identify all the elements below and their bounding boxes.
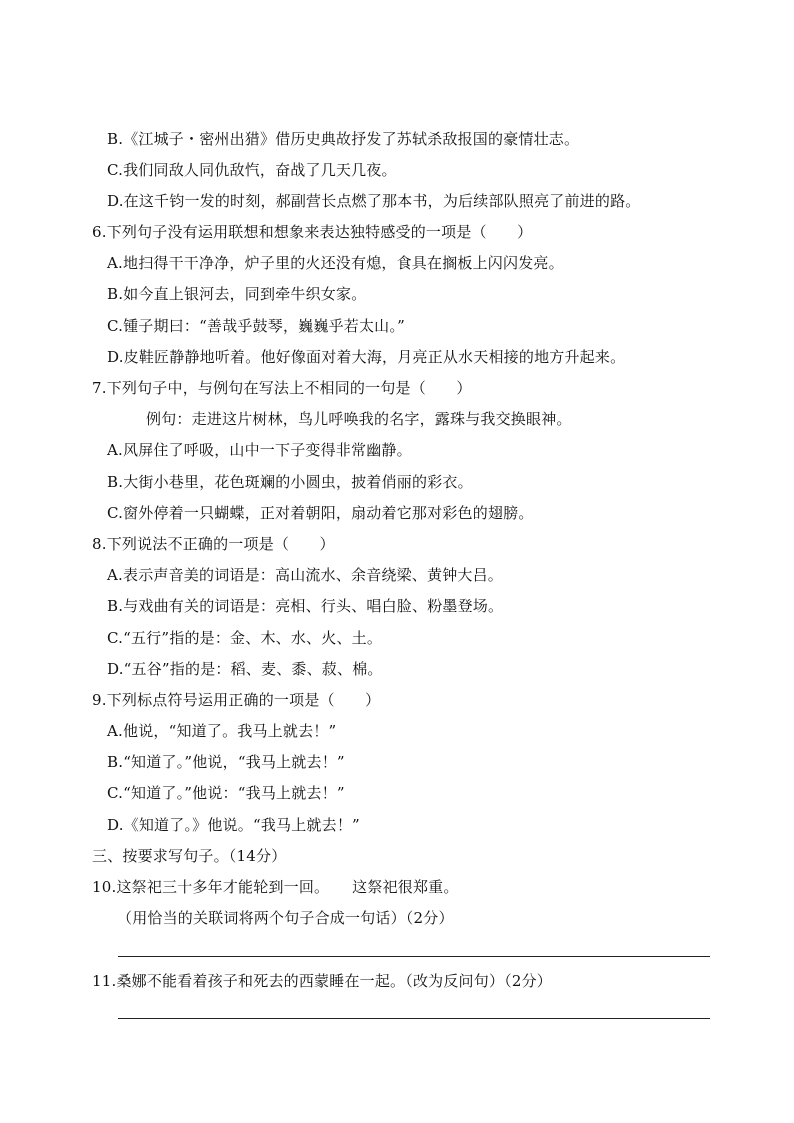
q8-stem: 8.下列说法不正确的一项是（ ） [92, 535, 335, 553]
q11-answer-line[interactable] [118, 1018, 710, 1019]
section-3-heading: 三、按要求写句子。（14分） [92, 847, 287, 865]
q7-stem: 7.下列句子中，与例句在写法上不相同的一句是（ ） [92, 379, 472, 397]
q6-option-d: D.皮鞋匠静静地听着。他好像面对着大海，月亮正从水天相接的地方升起来。 [107, 348, 626, 366]
q5-option-d: D.在这千钧一发的时刻，郝副营长点燃了那本书，为后续部队照亮了前进的路。 [107, 192, 641, 210]
q8-option-a: A.表示声音美的词语是：高山流水、余音绕梁、黄钟大吕。 [107, 566, 504, 584]
q8-option-d: D.“五谷”指的是：稻、麦、黍、菽、棉。 [107, 660, 383, 678]
q6-option-b: B.如今直上银河去，同到牵牛织女家。 [107, 285, 367, 303]
q8-option-b: B.与戏曲有关的词语是：亮相、行头、唱白脸、粉墨登场。 [107, 597, 504, 615]
q8-option-c: C.“五行”指的是：金、木、水、火、土。 [107, 629, 383, 647]
q9-option-c: C.“知道了。”他说：“我马上就去！” [107, 784, 345, 802]
q10-instruction: （用恰当的关联词将两个句子合成一句话）（2分） [117, 909, 454, 927]
q9-option-b: B.“知道了。”他说，“我马上就去！” [107, 753, 345, 771]
q5-option-b: B.《江城子・密州出猎》借历史典故抒发了苏轼杀敌报国的豪情壮志。 [107, 130, 580, 148]
q6-stem: 6.下列句子没有运用联想和想象来表达独特感受的一项是（ ） [92, 223, 533, 241]
q10-stem: 10.这祭祀三十多年才能轮到一回。 这祭祀很郑重。 [92, 878, 459, 896]
q7-example: 例句：走进这片树林，鸟儿呼唤我的名字，露珠与我交换眼神。 [146, 410, 572, 428]
q6-option-c: C.锺子期曰：“善哉乎鼓琴，巍巍乎若太山。” [107, 317, 405, 335]
q7-option-a: A.风屏住了呼吸，山中一下子变得非常幽静。 [107, 441, 412, 459]
q10-answer-line[interactable] [118, 956, 710, 957]
q5-option-c: C.我们同敌人同仇敌忾，奋战了几天几夜。 [107, 161, 397, 179]
q9-option-a: A.他说，“知道了。我马上就去！” [107, 722, 337, 740]
q6-option-a: A.地扫得干干净净，炉子里的火还没有熄，食具在搁板上闪闪发亮。 [107, 254, 564, 272]
q11-stem: 11.桑娜不能看着孩子和死去的西蒙睡在一起。（改为反问句）（2分） [92, 972, 553, 990]
q7-option-c: C.窗外停着一只蝴蝶，正对着朝阳，扇动着它那对彩色的翅膀。 [107, 504, 534, 522]
q9-option-d: D.《知道了。》他说。“我马上就去！” [107, 816, 360, 834]
q7-option-b: B.大街小巷里，花色斑斓的小圆虫，披着俏丽的彩衣。 [107, 473, 473, 491]
q9-stem: 9.下列标点符号运用正确的一项是（ ） [92, 691, 381, 709]
